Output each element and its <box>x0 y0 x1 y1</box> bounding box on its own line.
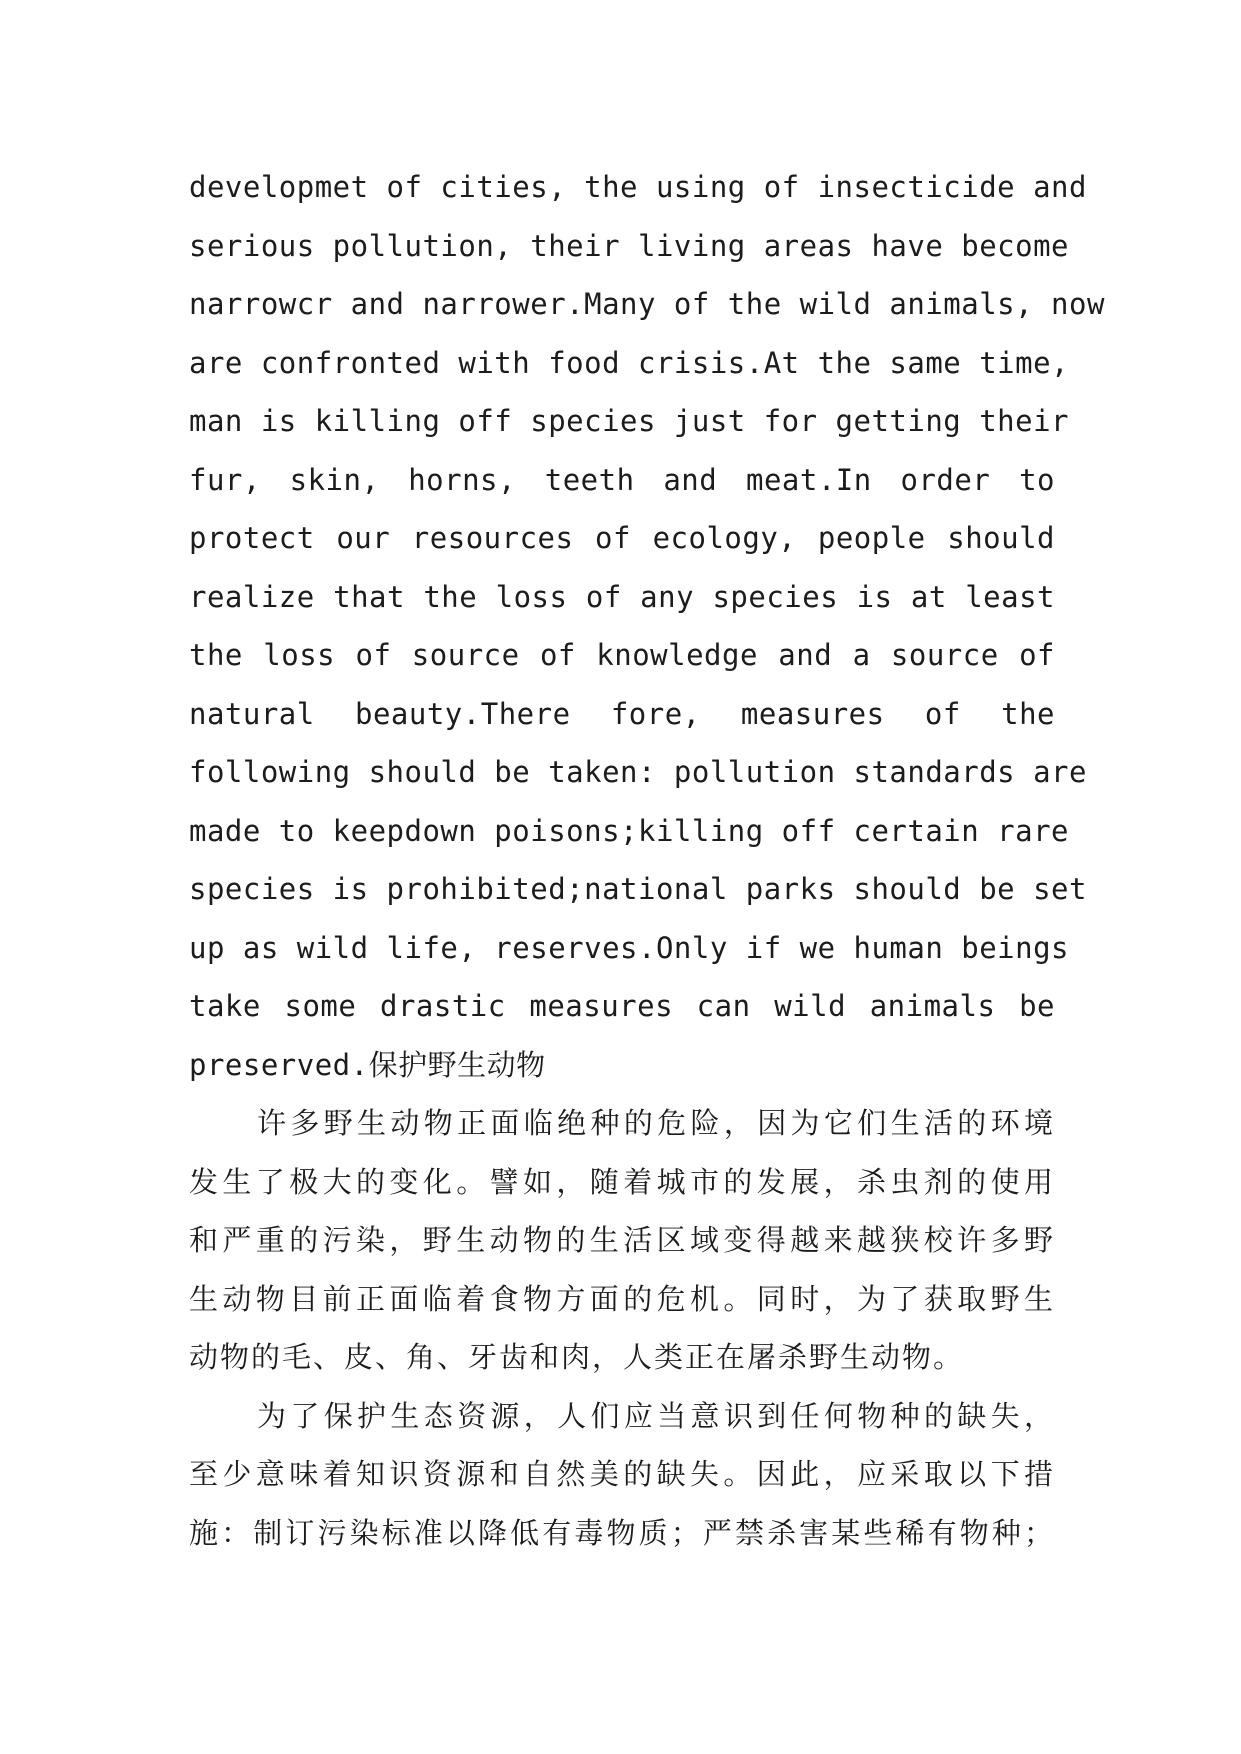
chinese-paragraph-2-line: 为了保护生态资源，人们应当意识到任何物种的缺失， <box>257 1398 1055 1433</box>
english-text-line: the loss of source of knowledge and a source of <box>189 638 1055 672</box>
english-text-line: species is prohibited;national parks should be set <box>189 872 1087 906</box>
english-text-line-with-title: preserved.保护野生动物 <box>189 1047 546 1082</box>
chinese-paragraph-1-line: 发生了极大的变化。譬如，随着城市的发展，杀虫剂的使用 <box>189 1164 1055 1199</box>
chinese-paragraph-1-line: 和严重的污染，野生动物的生活区域变得越来越狭校许多野 <box>189 1223 1055 1257</box>
chinese-paragraph-2-line: 施：制订污染标准以降低有毒物质；严禁杀害某些稀有物种； <box>189 1515 1055 1550</box>
english-text-line: developmet of cities, the using of insecticide and <box>189 170 1087 204</box>
english-text-line: realize that the loss of any species is at least <box>189 579 1055 614</box>
english-text-line: up as wild life, reserves.Only if we human beings <box>189 930 1070 965</box>
chinese-paragraph-1-line: 许多野生动物正面临绝种的危险，因为它们生活的环境 <box>257 1106 1055 1140</box>
english-text-line: fur, skin, horns, teeth and meat.In order to <box>189 462 1055 497</box>
chinese-paragraph-2-line: 至少意味着知识资源和自然美的缺失。因此，应采取以下措 <box>189 1457 1055 1491</box>
chinese-paragraph-1-line: 动物的毛、皮、角、牙齿和肉，人类正在屠杀野生动物。 <box>189 1340 965 1374</box>
english-text-line: man is killing off species just for getting their <box>189 404 1070 438</box>
english-text-line: take some drastic measures can wild animals be <box>189 989 1055 1023</box>
english-text-line: protect our resources of ecology, people should <box>189 521 1055 555</box>
english-text-line: following should be taken: pollution standards are <box>189 755 1087 789</box>
english-text-line: are confronted with food crisis.At the same time, <box>189 345 1070 380</box>
english-text-line: serious pollution, their living areas have become <box>189 228 1070 263</box>
english-text-line: natural beauty.There fore, measures of the <box>189 696 1055 731</box>
document-body <box>189 158 1105 1562</box>
chinese-paragraph-1-line: 生动物目前正面临着食物方面的危机。同时，为了获取野生 <box>189 1281 1055 1316</box>
english-text-line: made to keepdown poisons;killing off certain rare <box>189 813 1070 848</box>
english-text-line: narrowcr and narrower.Many of the wild animals, now <box>189 287 1105 321</box>
